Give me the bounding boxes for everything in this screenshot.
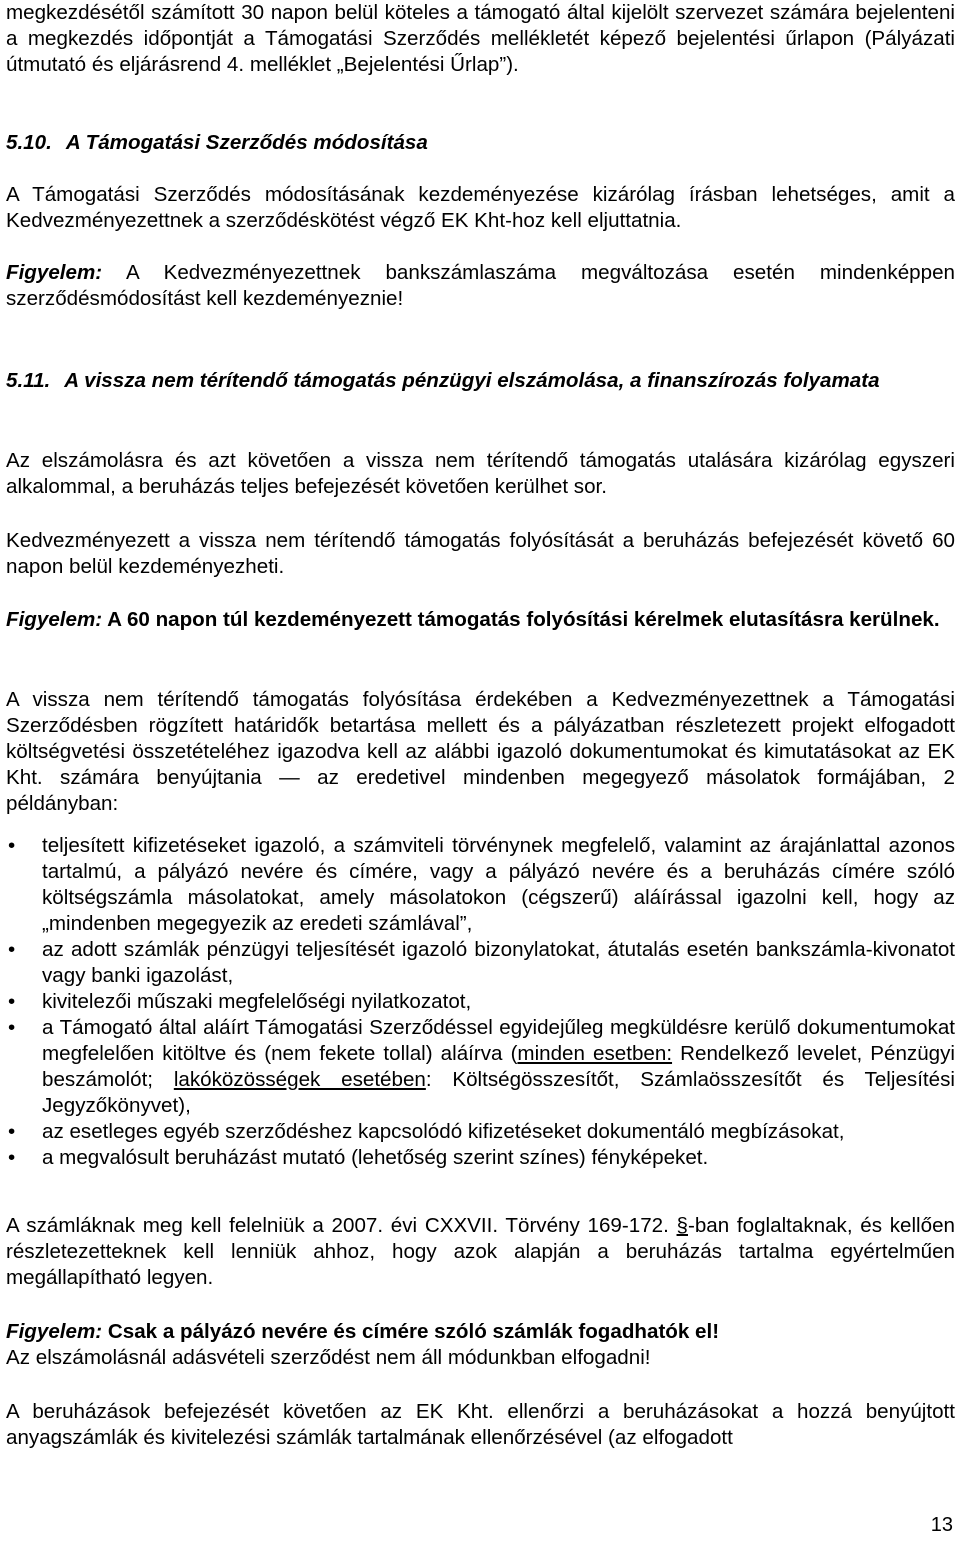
warning-label: Figyelem: bbox=[6, 1320, 103, 1343]
section-5-11-heading bbox=[6, 368, 955, 394]
section-5-10-heading bbox=[6, 130, 955, 156]
bullet-icon: • bbox=[8, 990, 16, 1013]
warning-text: A Kedvezményezettnek bankszámlaszáma megváltozása esetén mindenképpen szerződésmódosítást kell kezdeményeznie! bbox=[6, 261, 955, 310]
section-5-11-paragraph-4: A számláknak meg kell felelniük a 2007. évi CXXVII. Törvény 169-172. §-ban foglaltaknak, és kellően részletezetteknek kell lenniük ahhoz, hogy azok alapján a beruházás tartalma egyértelműen megállapítható legyen. bbox=[6, 1214, 955, 1289]
list-item: • az esetleges egyéb szerződéshez kapcsolódó kifizetéseket dokumentáló megbízásokat, bbox=[8, 1120, 845, 1143]
section-5-11-paragraph-2: Kedvezményezett a vissza nem térítendő támogatás folyósítását a beruházás befejezését követő 60 napon belül kezdeményezheti. bbox=[6, 529, 955, 578]
section-5-11-paragraph-1: Az elszámolásra és azt követően a vissza nem térítendő támogatás utalására kizárólag egyszeri alkalommal, a beruházás teljes befejezését követően kerülhet sor. bbox=[6, 449, 955, 498]
section-title: A Támogatási Szerződés módosítása bbox=[65, 131, 428, 154]
warning-label: Figyelem: bbox=[6, 608, 103, 631]
bullet-icon: • bbox=[8, 1120, 16, 1143]
document-list bbox=[6, 833, 955, 1171]
list-item: • a Támogató által aláírt Támogatási Szerződéssel egyidejűleg megküldésre kerülő dokumentumokat megfelelően kitöltve és (nem fekete tollal) aláírva (minden esetben: Rendelkező levelet, Pénzügyi beszámolót; lakóközösségek esetében: Költségösszesítőt, Számlaösszesítőt és Teljesítési Jegyzőkönyvet), bbox=[8, 1016, 955, 1117]
section-5-11-paragraph-3: A vissza nem térítendő támogatás folyósítása érdekében a Kedvezményezettnek a Támogatási Szerződésben rögzített határidők betartása mellett és a pályázatban részletezett projekt elfogadott költségvetési összetételéhez igazodva kell az alábbi igazoló dokumentumokat és kimutatásokat az EK Kht. számára benyújtania — az eredetivel mindenben megegyező másolatok formájában, 2 példányban: bbox=[6, 688, 955, 815]
bullet-icon: • bbox=[8, 1016, 16, 1039]
list-item: • teljesített kifizetéseket igazoló, a számviteli törvénynek megfelelő, valamint az árajánlattal azonos tartalmú, a pályázó nevére és címére, vagy a pályázó nevére és a beruházás címére szóló költségszámla másolatokat, amely másolatokon (cégszerű) aláírással igazolni kell, hogy az „mindenben megegyezik az eredeti számlával”, bbox=[8, 834, 955, 935]
section-number: 5.11. bbox=[6, 369, 51, 392]
warning-label: Figyelem: bbox=[6, 261, 103, 284]
warning-paragraph bbox=[6, 1319, 955, 1371]
section-number: 5.10. bbox=[6, 131, 52, 154]
list-item: • az adott számlák pénzügyi teljesítését igazoló bizonylatokat, átutalás esetén bankszámla-kivonatot vagy banki igazolást, bbox=[8, 938, 955, 987]
warning-note: Az elszámolásnál adásvételi szerződést nem áll módunkban elfogadni! bbox=[6, 1346, 651, 1369]
section-title: A vissza nem térítendő támogatás pénzügyi elszámolása, a finanszírozás folyamata bbox=[64, 369, 880, 392]
warning-text: A 60 napon túl kezdeményezett támogatás folyósítási kérelmek elutasításra kerülnek. bbox=[107, 608, 940, 631]
warning-paragraph bbox=[6, 260, 955, 312]
bullet-icon: • bbox=[8, 1146, 16, 1169]
list-item: • a megvalósult beruházást mutató (lehetőség szerint színes) fényképeket. bbox=[8, 1146, 709, 1169]
intro-paragraph: megkezdésétől számított 30 napon belül köteles a támogató által kijelölt szervezet számára bejelenteni a megkezdés időpontját a Támogatási Szerződés mellékletét képező bejelentési űrlapon (Pályázati útmutató és eljárásrend 4. melléklet „Bejelentési Űrlap”). bbox=[6, 1, 955, 76]
warning-text: Csak a pályázó nevére és címére szóló számlák fogadhatók el! bbox=[107, 1320, 720, 1343]
bullet-icon: • bbox=[8, 938, 16, 961]
page-number: 13 bbox=[930, 1514, 953, 1536]
section-5-10-paragraph: A Támogatási Szerződés módosításának kezdeményezése kizárólag írásban lehetséges, amit a Kedvezményezettnek a szerződéskötést végző EK Kht-hoz kell eljuttatnia. bbox=[6, 183, 955, 232]
bullet-icon: • bbox=[8, 834, 16, 857]
list-item: • kivitelezői műszaki megfelelőségi nyilatkozatot, bbox=[8, 990, 472, 1013]
warning-paragraph bbox=[6, 607, 955, 633]
section-5-11-paragraph-5: A beruházások befejezését követően az EK Kht. ellenőrzi a beruházásokat a hozzá benyújtott anyagszámlák és kivitelezési számlák tartalmának ellenőrzésével (az elfogadott bbox=[6, 1400, 955, 1449]
